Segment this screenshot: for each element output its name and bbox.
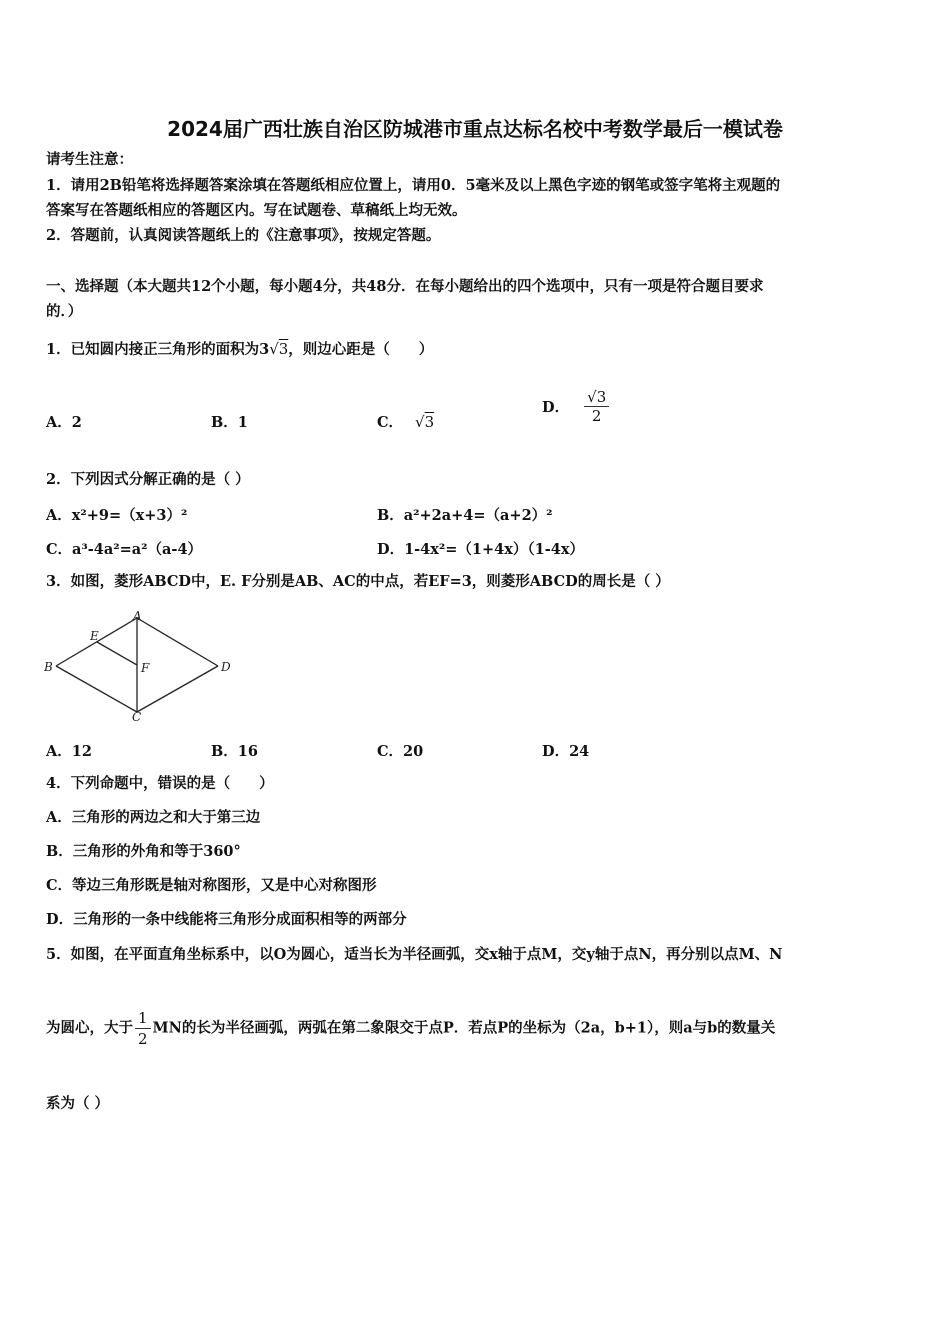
q3-stem: 3．如图，菱形ABCD中，E. F分别是AB、AC的中点，若EF=3，则菱形ABCD的周长是（ ） (46, 573, 670, 590)
q2-option-d: D．1-4x²=（1+4x）（1-4x） (377, 541, 584, 558)
fraction-numerator: 1 (135, 1008, 151, 1029)
sqrt-symbol: √3 (415, 413, 435, 431)
q5-line-2-pre: 为圆心，大于 (46, 1019, 133, 1037)
q3-option-c: C．20 (377, 743, 424, 760)
q1-option-c-label: C． (377, 414, 404, 431)
q1-option-d (542, 388, 609, 425)
q1-option-c-radicand: 3 (424, 413, 435, 431)
q1-option-b: B．1 (211, 414, 248, 431)
label-B: B (44, 660, 53, 674)
q5-line-1: 5．如图，在平面直角坐标系中，以O为圆心，适当长为半径画弧，交x轴于点M，交y轴于点N，再分别以点M、N (46, 946, 783, 963)
notice-heading: 请考生注意： (46, 151, 133, 168)
q4-option-c: C．等边三角形既是轴对称图形，又是中心对称图形 (46, 877, 377, 894)
fraction-numerator: √3 (584, 388, 609, 407)
side-AD (137, 618, 218, 666)
notice-line-2: 2．答题前，认真阅读答题纸上的《注意事项》，按规定答题。 (46, 227, 441, 244)
q5-line-3: 系为（ ） (46, 1095, 110, 1112)
q4-option-d: D．三角形的一条中线能将三角形分成面积相等的两部分 (46, 911, 407, 928)
q4-option-a: A．三角形的两边之和大于第三边 (46, 809, 261, 826)
notice-line-1b: 答案写在答题纸相应的答题区内。写在试题卷、草稿纸上均无效。 (46, 202, 467, 219)
q2-stem: 2．下列因式分解正确的是（ ） (46, 471, 250, 488)
q1-stem (46, 339, 433, 360)
q5-line-2-post: MN的长为半径画弧，两弧在第二象限交于点P．若点P的坐标为（2a，b+1），则a与b的数量关 (152, 1019, 776, 1037)
side-BC (56, 666, 137, 712)
q5-fraction (135, 1008, 151, 1049)
q1-option-a: A．2 (46, 414, 82, 431)
section-header-line-1: 一、选择题（本大题共12个小题，每小题4分，共48分．在每小题给出的四个选项中，只有一项是符合题目要求 (46, 278, 764, 295)
q5-line-2 (46, 1008, 775, 1049)
label-C: C (132, 710, 142, 723)
q1-option-d-label: D． (542, 399, 570, 416)
q1-radicand: 3 (278, 340, 289, 358)
label-E: E (90, 629, 99, 643)
rhombus-figure (40, 608, 240, 723)
label-F: F (141, 661, 150, 675)
q1-stem-post: ，则边心距是（ ） (288, 341, 434, 358)
label-A: A (133, 609, 142, 623)
notice-line-1a: 1．请用2B铅笔将选择题答案涂填在答题纸相应位置上，请用0．5毫米及以上黑色字迹的钢笔或签字笔将主观题的 (46, 177, 781, 194)
q4-stem: 4．下列命题中，错误的是（ ） (46, 775, 274, 792)
q1-option-d-fraction (584, 388, 609, 425)
q4-option-b: B．三角形的外角和等于360° (46, 843, 241, 860)
q1-stem-pre: 1．已知圆内接正三角形的面积为3 (46, 341, 270, 358)
q3-option-b: B．16 (211, 743, 258, 760)
q3-option-d: D．24 (542, 743, 590, 760)
page-title: 2024届广西壮族自治区防城港市重点达标名校中考数学最后一模试卷 (167, 117, 783, 141)
segment-EF (97, 642, 137, 665)
fraction-denominator: 2 (138, 1030, 148, 1048)
q2-option-c: C．a³-4a²=a²（a-4） (46, 541, 203, 558)
q1-option-c (377, 411, 434, 432)
fraction-denominator: 2 (591, 407, 602, 425)
q2-option-a: A．x²+9=（x+3）² (46, 507, 188, 524)
q2-option-b: B．a²+2a+4=（a+2）² (377, 507, 553, 524)
q3-option-a: A．12 (46, 743, 92, 760)
section-header-line-2: 的．） (46, 303, 83, 320)
label-D: D (221, 660, 231, 674)
sqrt-symbol: √3 (269, 340, 289, 358)
